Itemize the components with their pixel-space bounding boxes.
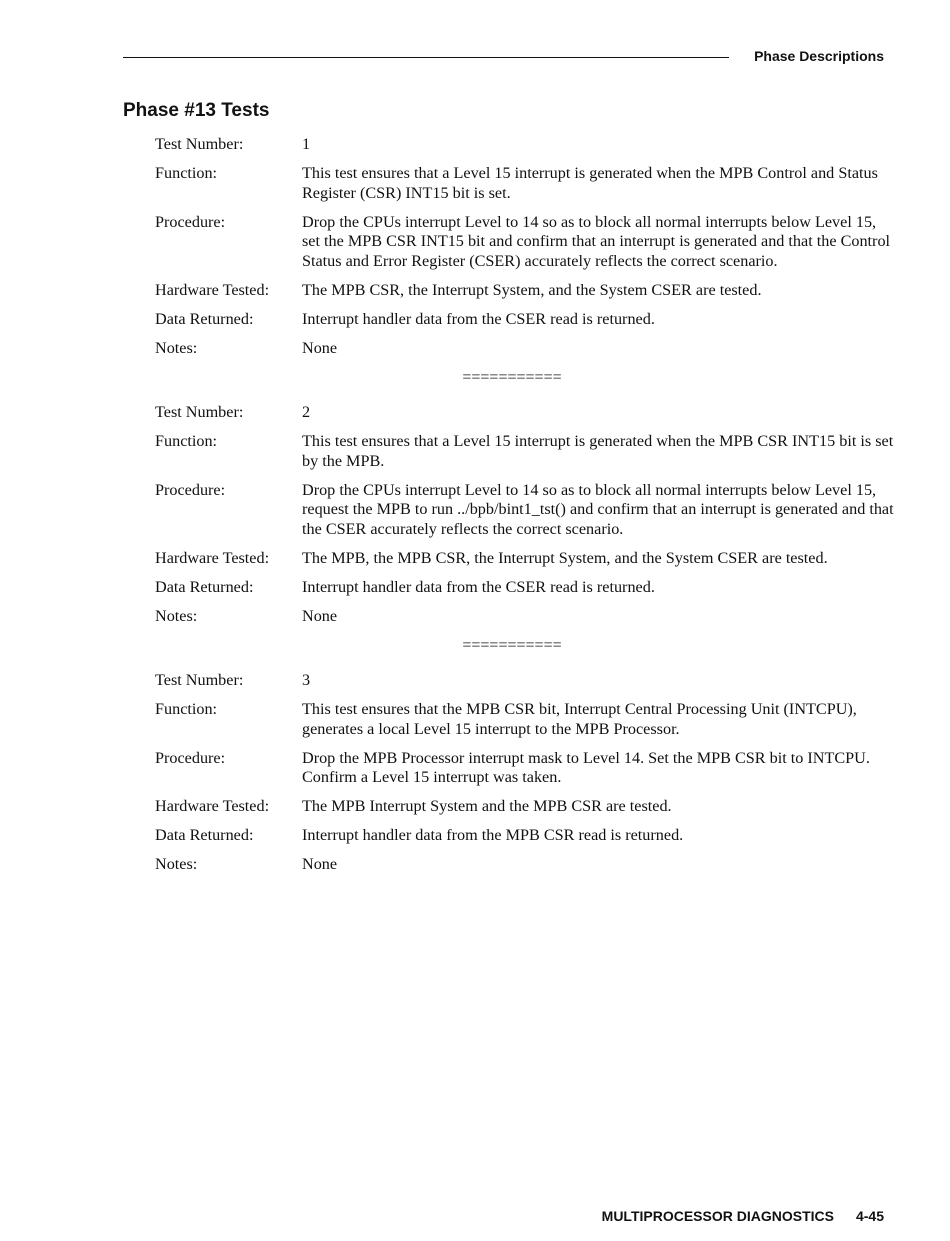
notes-label: Notes: [155, 338, 198, 357]
notes-label: Notes: [155, 855, 198, 873]
function-value: This test ensures that the MPB CSR bit, Interrupt Central Processing Unit (INTCPU), generates a local Level 15 interrupt to the MPB Processor. [302, 700, 857, 738]
procedure-value: Drop the CPUs interrupt Level to 14 so as to block all normal interrupts below Level 15, set the MPB CSR INT15 bit and confirm that an interrupt is generated and that the Control Status and Error Register (CSER) accurately reflects the correct scenario. [302, 212, 891, 270]
test-block-1 [155, 135, 895, 358]
function-label: Function: [155, 700, 218, 718]
function-value: This test ensures that a Level 15 interrupt is generated when the MPB Control and Status Register (CSR) INT15 bit is set. [302, 164, 878, 202]
test-block-3 [155, 671, 895, 875]
separator: =========== [462, 637, 562, 654]
notes-row [155, 607, 895, 627]
tests-list [155, 135, 895, 884]
data-returned-row [155, 310, 895, 330]
hardware-tested-label: Hardware Tested: [155, 797, 270, 815]
notes-value: None [302, 338, 338, 357]
hardware-tested-row [155, 797, 895, 817]
test-number-value: 1 [302, 135, 311, 153]
hardware-tested-row [155, 549, 895, 569]
procedure-value: Drop the MPB Processor interrupt mask to Level 14. Set the MPB CSR bit to INTCPU. Confirm a Level 15 interrupt was taken. [302, 748, 870, 786]
running-head: Phase Descriptions [754, 48, 884, 64]
data-returned-value: Interrupt handler data from the MPB CSR read is returned. [302, 826, 684, 844]
test-block-2 [155, 403, 895, 626]
hardware-tested-row [155, 281, 895, 301]
notes-row [155, 339, 895, 359]
procedure-value: Drop the CPUs interrupt Level to 14 so as to block all normal interrupts below Level 15, request the MPB to run ../bpb/bint1_tst() and confirm that an interrupt is generated and that the CSER accurately reflects the correct scenario. [302, 480, 894, 538]
data-returned-label: Data Returned: [155, 309, 254, 328]
data-returned-value: Interrupt handler data from the CSER read is returned. [302, 577, 655, 596]
test-number-row [155, 403, 895, 423]
notes-row [155, 855, 895, 875]
hardware-tested-value: The MPB Interrupt System and the MPB CSR are tested. [302, 797, 672, 815]
notes-value: None [302, 855, 338, 873]
separator: =========== [462, 369, 562, 386]
procedure-row [155, 749, 895, 788]
procedure-label: Procedure: [155, 480, 226, 499]
test-number-label: Test Number: [155, 671, 244, 689]
hardware-tested-label: Hardware Tested: [155, 548, 270, 567]
function-label: Function: [155, 164, 218, 182]
procedure-row [155, 481, 895, 540]
procedure-label: Procedure: [155, 748, 226, 767]
footer-title: MULTIPROCESSOR DIAGNOSTICS [601, 1208, 834, 1224]
section-title: Phase #13 Tests [123, 100, 270, 121]
test-number-label: Test Number: [155, 135, 244, 153]
test-number-value: 2 [302, 403, 311, 421]
data-returned-row [155, 826, 895, 846]
hardware-tested-value: The MPB CSR, the Interrupt System, and the System CSER are tested. [302, 280, 762, 299]
function-row [155, 700, 895, 739]
function-row [155, 432, 895, 471]
page-number: 4-45 [855, 1208, 884, 1224]
test-number-row [155, 671, 895, 691]
data-returned-value: Interrupt handler data from the CSER read is returned. [302, 309, 655, 328]
procedure-row [155, 213, 895, 272]
hardware-tested-label: Hardware Tested: [155, 280, 270, 299]
test-number-label: Test Number: [155, 403, 244, 421]
test-number-value: 3 [302, 671, 311, 689]
procedure-label: Procedure: [155, 212, 226, 231]
hardware-tested-value: The MPB, the MPB CSR, the Interrupt System, and the System CSER are tested. [302, 548, 828, 567]
test-number-row [155, 135, 895, 155]
notes-value: None [302, 606, 338, 625]
data-returned-label: Data Returned: [155, 826, 254, 844]
function-value: This test ensures that a Level 15 interrupt is generated when the MPB CSR INT15 bit is set by the MPB. [302, 432, 894, 470]
function-row [155, 164, 895, 203]
function-label: Function: [155, 432, 218, 450]
page-footer [602, 1208, 884, 1224]
data-returned-label: Data Returned: [155, 577, 254, 596]
notes-label: Notes: [155, 606, 198, 625]
data-returned-row [155, 578, 895, 598]
header-rule [123, 57, 729, 58]
